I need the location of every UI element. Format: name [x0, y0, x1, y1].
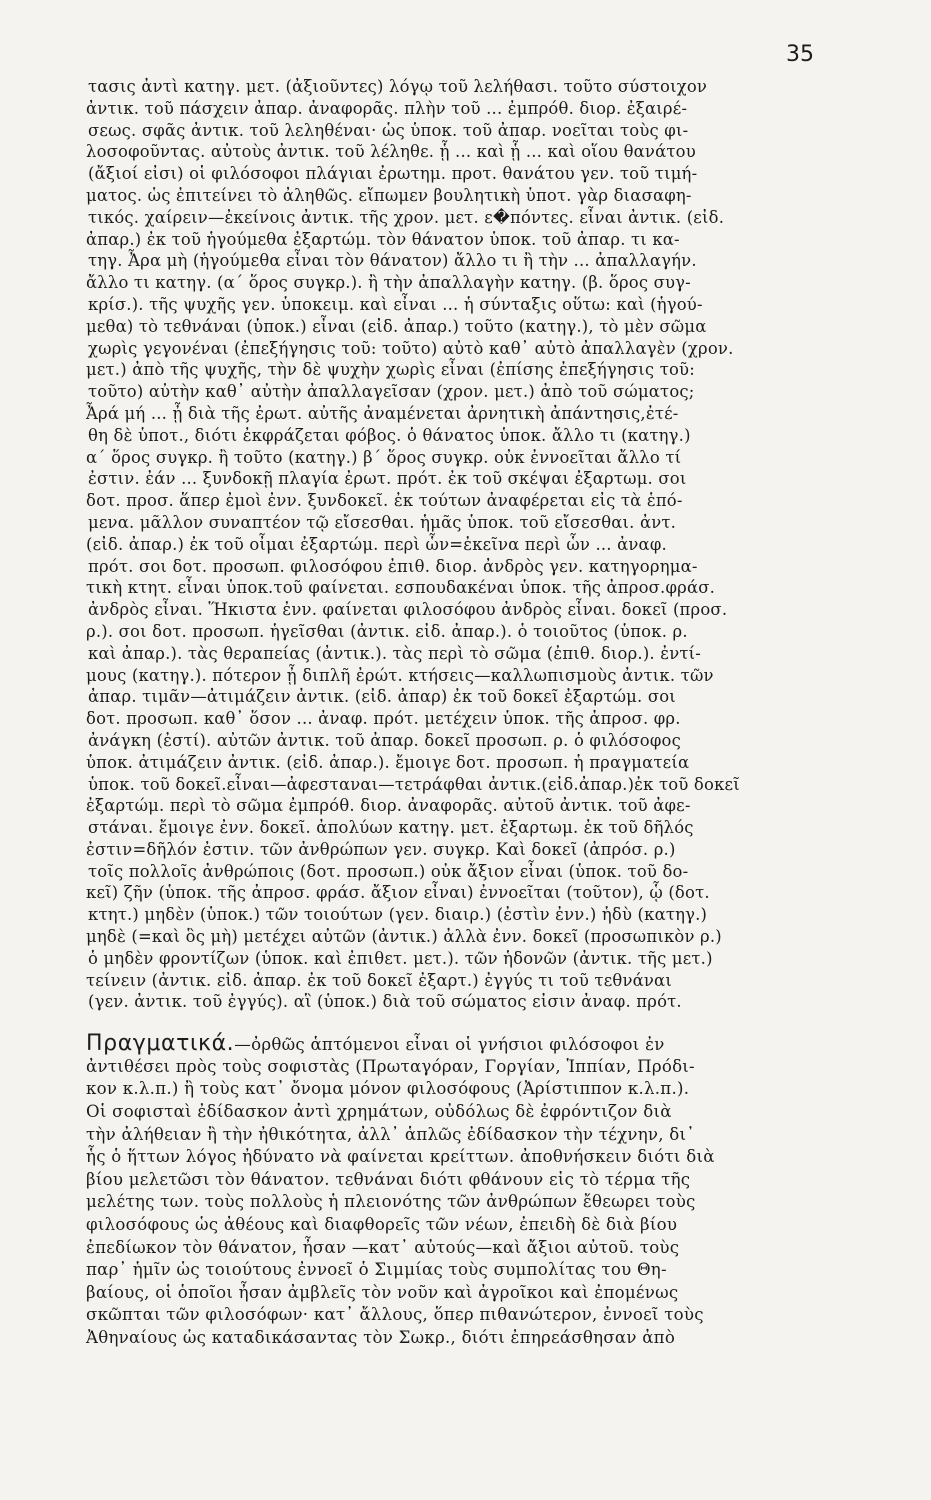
text-line: μους (κατηγ.). πότερον ᾖ διπλῆ ἐρώτ. κτήσεις—καλλωπισμοὺς ἀντικ. τῶν: [86, 665, 714, 685]
text-line: ἀπαρ. τιμᾶν—ἀτιμάζειν ἀντικ. (εἰδ. ἀπαρ) ἐκ τοῦ δοκεῖ ἐξαρτώμ. σοι: [88, 687, 676, 707]
text-line: βίου μελετῶσι τὸν θάνατον. τεθνάναι διότι φθάνουν εἰς τὸ τέρμα τῆς: [86, 1169, 691, 1189]
text-line: μετ.) ἀπὸ τῆς ψυχῆς, τὴν δὲ ψυχὴν χωρὶς εἶναι (ἐπίσης ἐπεξήγησις τοῦ:: [86, 360, 695, 380]
text-line: φιλοσόφους ὡς ἀθέους καὶ διαφθορεῖς τῶν νέων, ἐπειδὴ δὲ διὰ βίου: [86, 1215, 678, 1235]
text-line: σεως. σφᾶς ἀντικ. τοῦ λεληθέναι· ὡς ὑποκ. τοῦ ἀπαρ. νοεῖται τοὺς φι-: [88, 120, 689, 140]
text-line: ἄλλο τι κατηγ. (α΄ ὅρος συγκρ.). ἢ τὴν ἀπαλλαγὴν κατηγ. (β. ὅρος συγ-: [86, 273, 691, 293]
text-line: κεῖ) ζῆν (ὑποκ. τῆς ἀπροσ. φράσ. ἄξιον εἶναι) ἐννοεῖται (τοῦτον), ᾧ (δοτ.: [86, 883, 710, 903]
text-line: πρότ. σοι δοτ. προσωπ. φιλοσόφου ἐπιθ. διορ. ἀνδρὸς γεν. κατηγορημα-: [88, 556, 698, 576]
text-line: σκῶπται τῶν φιλοσόφων· κατ᾽ ἄλλους, ὅπερ πιθανώτερον, ἐννοεῖ τοὺς: [86, 1305, 704, 1325]
text-line: ἀντικ. τοῦ πάσχειν ἀπαρ. ἀναφορᾶς. πλὴν τοῦ ... ἐμπρόθ. διορ. ἐξαιρέ-: [86, 98, 688, 118]
section-text: —ὀρθῶς ἁπτόμενοι εἶναι οἱ γνήσιοι φιλόσοφοι ἐν: [234, 1035, 665, 1055]
text-line: μελέτης των. τοὺς πολλοὺς ἡ πλειονότης τῶν ἀνθρώπων ἔθεωρει τοὺς: [86, 1192, 696, 1212]
text-line: κον κ.λ.π.) ἢ τοὺς κατ᾽ ὄνομα μόνον φιλοσόφους (Ἀρίστιππον κ.λ.π.).: [86, 1079, 690, 1099]
text-line: τείνειν (ἀντικ. εἰδ. ἀπαρ. ἐκ τοῦ δοκεῖ ἐξαρτ.) ἐγγύς τι τοῦ τεθνάναι: [86, 970, 672, 990]
text-line: ὑποκ. τοῦ δοκεῖ.εἶναι—ἀφεσταναι—τετράφθαι ἀντικ.(εἰδ.ἀπαρ.)ἐκ τοῦ δοκεῖ: [88, 774, 740, 794]
text-line: καὶ ἀπαρ.). τὰς θεραπείας (ἀντικ.). τὰς περὶ τὸ σῶμα (ἐπιθ. διορ.). ἐντί-: [88, 643, 702, 663]
text-line: τασις ἀντὶ κατηγ. μετ. (ἀξιοῦντες) λόγῳ τοῦ λελήθασι. τοῦτο σύστοιχον: [88, 77, 708, 96]
text-line: ρ.). σοι δοτ. προσωπ. ἡγεῖσθαι (ἀντικ. εἰδ. ἀπαρ.). ὁ τοιοῦτος (ὑποκ. ρ.: [86, 621, 688, 641]
text-line: μηδὲ (=καὶ ὃς μὴ) μετέχει αὐτῶν (ἀντικ.) ἀλλὰ ἐνν. δοκεῖ (προσωπικὸν ρ.): [86, 927, 722, 947]
text-line: ὁ μηδὲν φροντίζων (ὑποκ. καὶ ἐπιθετ. μετ.). τῶν ἡδονῶν (ἀντικ. τῆς μετ.): [88, 948, 713, 968]
text-line: στάναι. ἔμοιγε ἐνν. δοκεῖ. ἀπολύων κατηγ. μετ. ἐξαρτωμ. ἐκ τοῦ δῆλός: [88, 818, 694, 838]
text-line: ἧς ὁ ἥττων λόγος ἠδύνατο νὰ φαίνεται κρείττων. ἀποθνήσκειν διότι διὰ: [86, 1147, 715, 1167]
text-line: τοῖς πολλοῖς ἀνθρώποις (δοτ. προσωπ.) οὐκ ἄξιον εἶναι (ὑποκ. τοῦ δο-: [88, 861, 689, 881]
text-line: τηγ. Ἆρα μὴ (ἡγούμεθα εἶναι τὸν θάνατον) ἄλλο τι ἢ τὴν ... ἀπαλλαγήν.: [88, 251, 697, 271]
text-line: θη δὲ ὑποτ., διότι ἐκφράζεται φόβος. ὁ θάνατος ὑποκ. ἄλλο τι (κατηγ.): [88, 425, 691, 445]
text-line: [86, 1033, 846, 1056]
text-line: δοτ. προσωπ. καθ᾽ ὅσον ... ἀναφ. πρότ. μετέχειν ὑποκ. τῆς ἀπροσ. φρ.: [86, 709, 681, 729]
text-line: βαίους, οἱ ὁποῖοι ἦσαν ἀμβλεῖς τὸν νοῦν καὶ ἀγροῖκοι καὶ ἐπομένως: [86, 1282, 679, 1302]
text-line: Ἆρά μή ... ᾖ διὰ τῆς ἐρωτ. αὐτῆς ἀναμένεται ἀρνητικὴ ἀπάντησις,ἐτέ-: [86, 403, 679, 423]
text-line: μενα. μᾶλλον συναπτέον τῷ εἴσεσθαι. ἡμᾶς ὑποκ. τοῦ εἴσεσθαι. ἀντ.: [88, 512, 677, 532]
text-line: (γεν. ἀντικ. τοῦ ἐγγύς). αἳ (ὑποκ.) διὰ τοῦ σώματος εἰσιν ἀναφ. πρότ.: [88, 992, 682, 1012]
text-line: ἀνάγκη (ἐστί). αὐτῶν ἀντικ. τοῦ ἀπαρ. δοκεῖ προσωπ. ρ. ὁ φιλόσοφος: [88, 730, 681, 750]
text-line: α΄ ὅρος συγκρ. ἢ τοῦτο (κατηγ.) β΄ ὅρος συγκρ. οὐκ ἐννοεῖται ἄλλο τί: [86, 447, 682, 467]
text-block: [86, 76, 846, 1350]
text-line: ἐξαρτώμ. περὶ τὸ σῶμα ἐμπρόθ. διορ. ἀναφορᾶς. αὐτοῦ ἀντικ. τοῦ ἀφε-: [86, 796, 691, 816]
page-number: 35: [786, 42, 814, 67]
text-line: τικὴ κτητ. εἶναι ὑποκ.τοῦ φαίνεται. εσπουδακέναι ὑποκ. τῆς ἀπροσ.φράσ.: [86, 578, 716, 598]
text-line: ἐστιν. ἐάν ... ξυνδοκῇ πλαγία ἐρωτ. πρότ. ἐκ τοῦ σκέψαι ἐξαρτωμ. σοι: [88, 469, 687, 489]
text-line: κρίσ.). τῆς ψυχῆς γεν. ὑποκειμ. καὶ εἶναι ... ἡ σύνταξις οὕτω: καὶ (ἡγού-: [88, 294, 703, 314]
text-line: τοῦτο) αὐτὴν καθ᾽ αὐτὴν ἀπαλλαγεῖσαν (χρον. μετ.) ἀπὸ τοῦ σώματος;: [88, 382, 695, 402]
text-line: ἐστιν=δῆλόν ἐστιν. τῶν ἀνθρώπων γεν. συγκρ. Καὶ δοκεῖ (ἀπρόσ. ρ.): [86, 839, 676, 859]
text-line: ἀνδρὸς εἶναι. Ἥκιστα ἐνν. φαίνεται φιλοσόφου ἀνδρὸς εἶναι. δοκεῖ (προσ.: [88, 600, 728, 620]
text-line: Ἀθηναίους ὡς καταδικάσαντας τὸν Σωκρ., διότι ἐπηρεάσθησαν ἀπὸ: [86, 1327, 676, 1347]
text-line: λοσοφοῦντας. αὐτοὺς ἀντικ. τοῦ λέληθε. ᾗ ... καὶ ᾗ ... καὶ οἵου θανάτου: [86, 142, 696, 162]
text-line: ματος. ὡς ἐπιτείνει τὸ ἀληθῶς. εἴπωμεν βουλητικὴ ὑποτ. γὰρ διασαφη-: [86, 185, 692, 205]
text-line: ἀντιθέσει πρὸς τοὺς σοφιστὰς (Πρωταγόραν, Γοργίαν, Ἱππίαν, Πρόδι-: [86, 1056, 695, 1076]
text-line: τικός. χαίρειν—ἐκείνοις ἀντικ. τῆς χρον. μετ. ε�πόντες. εἶναι ἀντικ. (εἰδ.: [88, 207, 725, 227]
text-line: δοτ. προσ. ἅπερ ἐμοὶ ἐνν. ξυνδοκεῖ. ἐκ τούτων ἀναφέρεται εἰς τὰ ἑπό-: [86, 491, 683, 511]
text-line: κτητ.) μηδὲν (ὑποκ.) τῶν τοιούτων (γεν. διαιρ.) (ἐστὶν ἐνν.) ἡδὺ (κατηγ.): [88, 905, 708, 925]
text-line: παρ᾽ ἡμῖν ὡς τοιούτους ἐννοεῖ ὁ Σιμμίας τοὺς συμπολίτας του Θη-: [86, 1260, 667, 1280]
text-line: ὑποκ. ἀτιμάζειν ἀντικ. (εἰδ. ἀπαρ.). ἔμοιγε δοτ. προσωπ. ἡ πραγματεία: [86, 752, 690, 772]
text-line: τὴν ἀλήθειαν ἢ τὴν ἠθικότητα, ἀλλ᾽ ἁπλῶς ἐδίδασκον τὴν τέχνην, δι᾽: [86, 1124, 695, 1144]
commentary-paragraph: [86, 76, 846, 1013]
section-heading: Πραγματικά.: [86, 1031, 235, 1057]
text-line: (ἄξιοί εἰσι) οἱ φιλόσοφοι πλάγιαι ἐρωτημ. προτ. θανάτου γεν. τοῦ τιμή-: [88, 164, 698, 184]
text-line: ἐπεδίωκον τὸν θάνατον, ἦσαν —κατ᾽ αὐτούς—καὶ ἄξιοι αὐτοῦ. τοὺς: [86, 1237, 680, 1257]
text-line: ἀπαρ.) ἐκ τοῦ ἡγούμεθα ἐξαρτώμ. τὸν θάνατον ὑποκ. τοῦ ἀπαρ. τι κα-: [86, 229, 680, 249]
text-line: χωρὶς γεγονέναι (ἐπεξήγησις τοῦ: τοῦτο) αὐτὸ καθ᾽ αὐτὸ ἀπαλλαγὲν (χρον.: [88, 338, 734, 358]
pragmatika-paragraph: [86, 1033, 846, 1349]
text-line: (εἰδ. ἀπαρ.) ἐκ τοῦ οἶμαι ἐξαρτώμ. περὶ ὧν=ἐκεῖνα περὶ ὧν ... ἀναφ.: [86, 534, 667, 554]
text-line: μεθα) τὸ τεθνάναι (ὑποκ.) εἶναι (εἰδ. ἀπαρ.) τοῦτο (κατηγ.), τὸ μὲν σῶμα: [86, 316, 707, 336]
text-line: Οἱ σοφισταὶ ἐδίδασκον ἀντὶ χρημάτων, οὐδόλως δὲ ἐφρόντιζον διὰ: [86, 1102, 672, 1122]
